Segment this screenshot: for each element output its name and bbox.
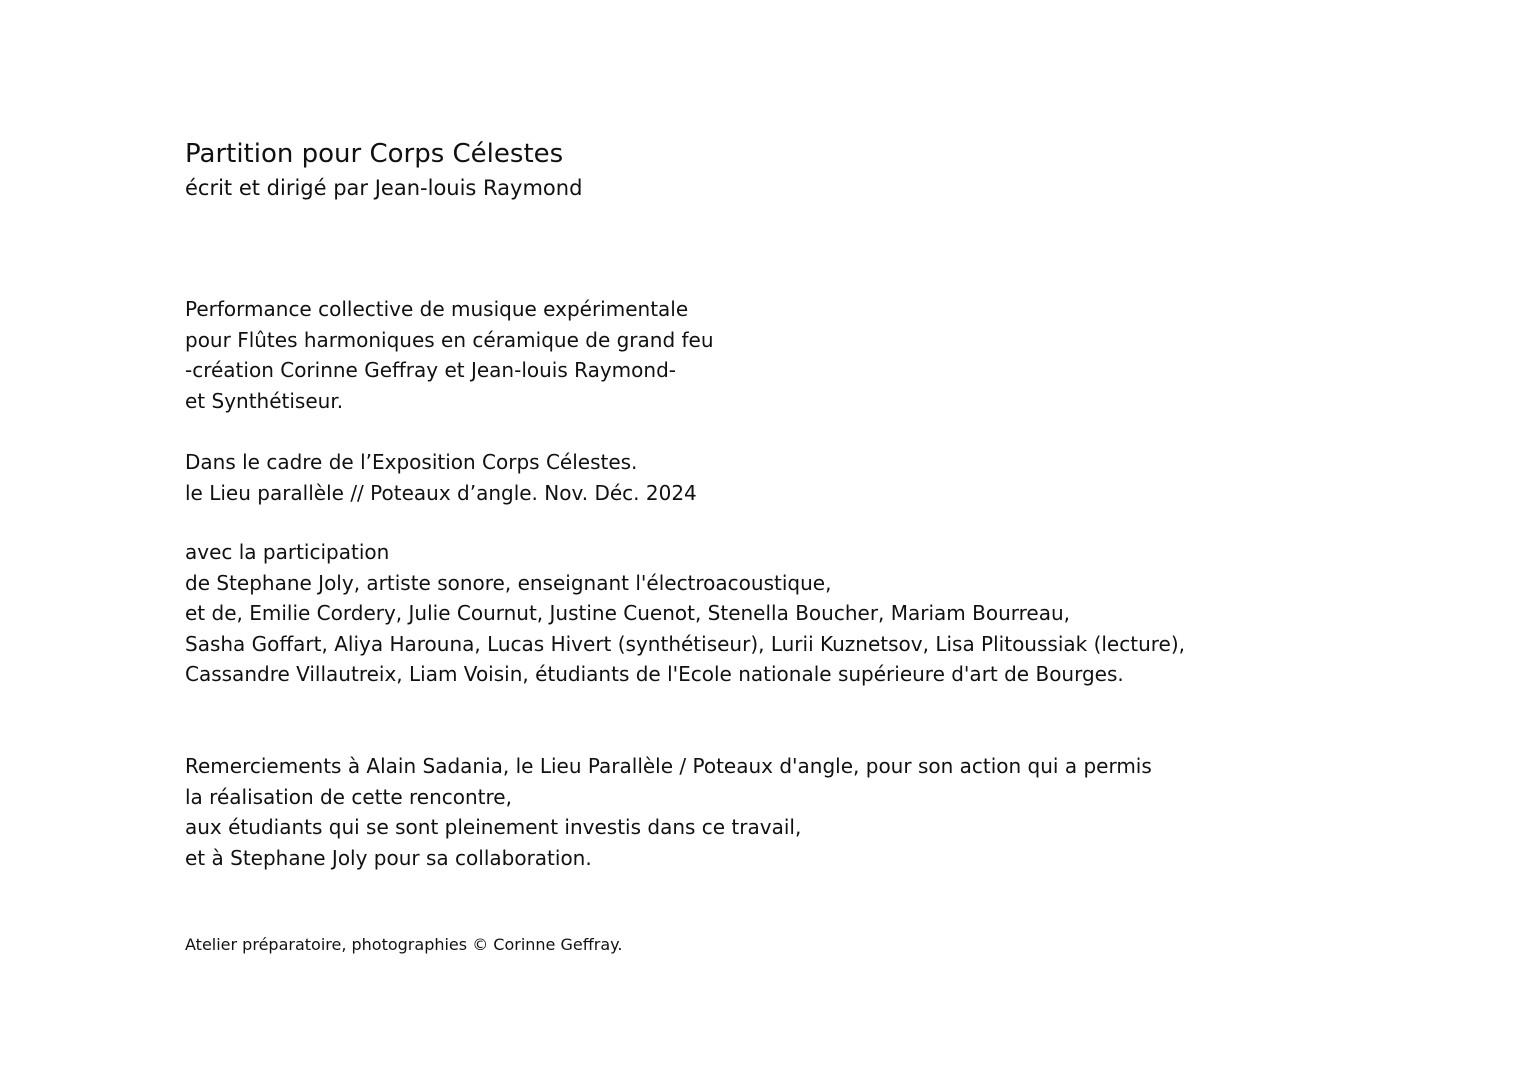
text-line: Sasha Goffart, Aliya Harouna, Lucas Hivert (synthétiseur), Lurii Kuznetsov, Lisa Plitoussiak (lecture),	[185, 631, 1185, 656]
page-subtitle: écrit et dirigé par Jean-louis Raymond	[185, 176, 583, 200]
text-line: avec la participation	[185, 540, 390, 564]
text-line: Cassandre Villautreix, Liam Voisin, étudiants de l'Ecole nationale supérieure d'art de Bourges.	[185, 662, 1124, 686]
text-line: et de, Emilie Cordery, Julie Cournut, Justine Cuenot, Stenella Boucher, Mariam Bourreau,	[185, 601, 1071, 625]
exposition-context	[185, 447, 697, 508]
text-line: la réalisation de cette rencontre,	[185, 784, 512, 809]
photo-credit: Atelier préparatoire, photographies © Corinne Geffray.	[185, 935, 623, 954]
text-line: le Lieu parallèle // Poteaux d’angle. Nov. Déc. 2024	[185, 480, 697, 505]
text-line: et Synthétiseur.	[185, 388, 344, 413]
text-line: Remerciements à Alain Sadania, le Lieu Parallèle / Poteaux d'angle, pour son action qui a permis	[185, 754, 1152, 778]
page-title: Partition pour Corps Célestes	[185, 139, 564, 169]
text-line: -création Corinne Geffray et Jean-louis Raymond-	[185, 358, 676, 382]
text-line: Dans le cadre de l’Exposition Corps Célestes.	[185, 450, 638, 474]
text-line: Performance collective de musique expérimentale	[185, 297, 689, 321]
acknowledgements-paragraph	[185, 751, 1152, 873]
text-line: et à Stephane Joly pour sa collaboration.	[185, 845, 592, 870]
text-line: aux étudiants qui se sont pleinement investis dans ce travail,	[185, 815, 802, 839]
performance-description	[185, 294, 714, 416]
text-line: de Stephane Joly, artiste sonore, enseignant l'électroacoustique,	[185, 570, 832, 595]
participants-paragraph	[185, 537, 1185, 690]
text-line: pour Flûtes harmoniques en céramique de grand feu	[185, 327, 714, 352]
